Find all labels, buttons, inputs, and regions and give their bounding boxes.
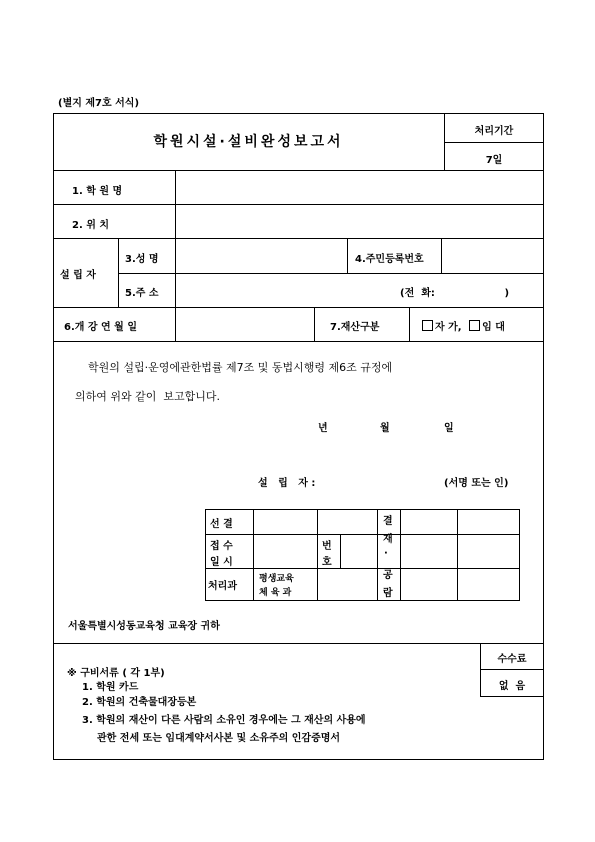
lease-option-label: 임 대 [482,322,505,333]
year-label: 년 [318,423,328,434]
receipt-time-label: 일 시 [210,557,233,568]
processing-period-label: 처리기간 [474,126,514,137]
resident-number-label: 4.주민등록번호 [355,254,424,265]
opening-date-label: 6.개 강 연 월 일 [64,322,137,333]
day-label: 일 [444,423,454,434]
prior-decision-label: 선 결 [210,519,233,530]
documents-header: ※ 구비서류 ( 각 1부) [67,668,165,679]
own-option-label: 자 가, [435,322,462,333]
approval-char-4: 공 [383,570,393,581]
location-label: 2. 위 치 [72,220,110,231]
receipt-label: 접 수 [210,541,233,552]
phone-label: (전 화: ) [400,288,510,299]
founder-label: 설 립 자 [60,270,96,281]
approval-char-2: 재 [383,534,393,545]
number-label-1: 번 [322,541,332,552]
declaration-line-1: 학원의 설립·운영에관한법률 제7조 및 동법시행령 제6조 규정에 [88,361,393,374]
handling-dept-name-1: 평생교육 [259,574,294,584]
approval-char-1: 결 [383,516,393,527]
address-label: 5.주 소 [125,288,159,299]
handling-dept-label: 처리과 [208,581,237,592]
document-item-1: 1. 학원 카드 [82,682,139,693]
approval-char-3: · [384,548,388,559]
lease-checkbox[interactable] [469,320,480,331]
document-item-2: 2. 학원의 건축물대장등본 [82,697,197,708]
processing-period-value: 7일 [485,155,503,166]
form-frame [53,113,544,760]
form-title: 학원시설·설비완성보고서 [153,134,344,150]
signature-note: (서명 또는 인) [444,478,509,489]
academy-name-label: 1. 학 원 명 [72,186,123,197]
document-item-3-continued: 관한 전세 또는 임대계약서사본 및 소유주의 인감증명서 [97,733,341,744]
property-type-label: 7.재산구분 [330,322,380,333]
handling-dept-name-2: 체 육 과 [259,588,292,598]
declaration-line-2: 의하여 위와 같이 보고합니다. [75,390,220,403]
signer-label: 설 립 자 : [258,478,316,489]
form-number: (별지 제7호 서식) [58,98,140,109]
number-label-2: 호 [322,557,332,568]
fee-label: 수수료 [497,654,527,665]
own-checkbox[interactable] [422,320,433,331]
fee-value: 없 음 [498,681,526,692]
month-label: 월 [380,423,390,434]
name-label: 3.성 명 [125,254,159,265]
property-options [422,318,505,333]
addressee: 서울특별시성동교육청 교육장 귀하 [68,621,220,632]
approval-char-5: 람 [383,588,393,599]
document-item-3: 3. 학원의 재산이 다른 사람의 소유인 경우에는 그 재산의 사용에 [82,715,366,726]
